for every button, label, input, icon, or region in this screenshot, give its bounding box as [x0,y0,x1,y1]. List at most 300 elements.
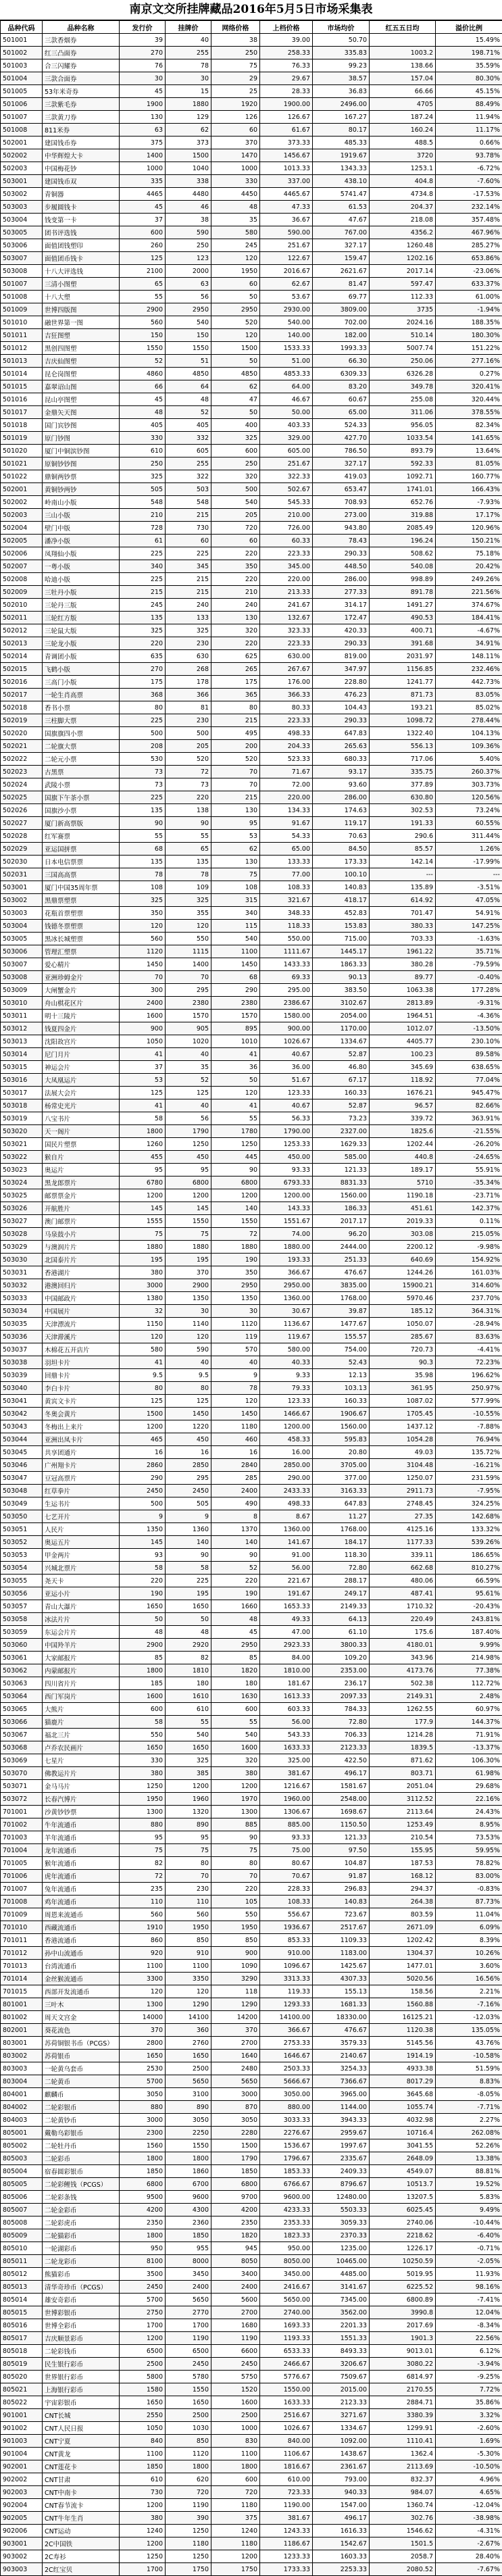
cell-issue-price: 610 [120,2473,166,2486]
cell-market-avg: 2361.67 [313,2460,370,2473]
cell-network-price: 340 [211,907,260,920]
cell-market-avg: 2015.00 [313,2383,370,2396]
table-row [1,393,502,406]
table-row [1,98,502,111]
table-row [1,1536,502,1549]
cell-name: 三山小版 [43,509,120,522]
cell-upper-price: 2950.00 [260,1279,313,1292]
table-row [1,432,502,445]
cell-market-avg: 335.83 [313,47,370,59]
cell-upper-price: 910.00 [260,1947,313,1960]
cell-premium-ratio: 34.91% [436,637,502,650]
cell-code: 503035 [1,1318,43,1331]
table-row [1,1125,502,1138]
table-row [1,1420,502,1433]
cell-listing-price: 1880 [166,98,211,111]
cell-upper-price: 580.00 [260,1343,313,1356]
cell-market-avg: 3562.00 [313,2306,370,2319]
table-row [1,1228,502,1241]
cell-five-day-avg: 2080.52 [370,2563,436,2576]
cell-market-avg: 427.70 [313,432,370,445]
cell-network-price: 50 [211,291,260,303]
cell-listing-price: 120 [166,1985,211,1998]
cell-market-avg: 47.67 [313,214,370,226]
cell-premium-ratio: 11.93% [436,2268,502,2281]
cell-network-price: 36 [211,1061,260,1074]
cell-five-day-avg: 6326.28 [370,368,436,380]
cell-name: 天津滞溪片 [43,1331,120,1343]
cell-upper-price: 323.33 [260,624,313,637]
cell-listing-price: 64 [166,380,211,393]
cell-premium-ratio: 633.37% [436,278,502,291]
cell-issue-price: 9 [120,1510,166,1523]
cell-issue-price: 55 [120,830,166,843]
cell-listing-price: 955 [166,2242,211,2255]
cell-listing-price: 195 [166,1587,211,1600]
cell-network-price: 1370 [211,1523,260,1536]
cell-premium-ratio: 89.58% [436,1048,502,1061]
cell-five-day-avg: 3990.8 [370,2306,436,2319]
table-row [1,355,502,368]
cell-issue-price: 6780 [120,1176,166,1189]
cell-network-price: 320 [211,1754,260,1767]
table-row [1,406,502,419]
cell-premium-ratio: 7.72% [436,2383,502,2396]
table-row [1,2512,502,2525]
table-row [1,1793,502,1806]
cell-premium-ratio: 184.41% [436,612,502,624]
cell-market-avg: 277.33 [313,586,370,599]
cell-five-day-avg: 302.53 [370,804,436,817]
cell-name: 七星片 [43,1754,120,1767]
cell-issue-price: 125 [120,1087,166,1099]
cell-network-price: 90 [211,1831,260,1844]
cell-listing-price: 58 [166,1562,211,1575]
cell-premium-ratio: 133.32% [436,1523,502,1536]
cell-market-avg: 496.17 [313,2512,370,2525]
cell-network-price: 1180 [211,2537,260,2550]
cell-network-price: 1880 [211,1241,260,1254]
cell-issue-price: 5800 [120,2371,166,2383]
cell-upper-price: 46.67 [260,393,313,406]
cell-listing-price: 109 [166,881,211,894]
table-row [1,1626,502,1639]
cell-premium-ratio: 221.56% [436,586,502,599]
cell-code: 502006 [1,547,43,560]
cell-upper-price: 556.67 [260,1908,313,1921]
cell-upper-price: 29.67 [260,72,313,85]
cell-name: 豆冠高票片 [43,1472,120,1485]
cell-issue-price: 125 [120,252,166,265]
cell-issue-price: 37 [120,214,166,226]
cell-upper-price: 2433.33 [260,1485,313,1497]
cell-premium-ratio: 198.71% [436,47,502,59]
cell-market-avg: 10465.00 [313,2255,370,2268]
table-row [1,509,502,522]
cell-code: 805016 [1,2319,43,2332]
cell-upper-price: 80.33 [260,701,313,714]
cell-premium-ratio: -12.04% [436,2499,502,2512]
table-row [1,1690,502,1703]
cell-premium-ratio: -7.93% [436,496,502,509]
table-row [1,714,502,727]
cell-premium-ratio: -9.98% [436,1241,502,1254]
cell-name: 苏荷银币 [43,2050,120,2062]
cell-listing-price: 590 [166,226,211,239]
cell-issue-price: 465 [120,1433,166,1446]
cell-issue-price: 1650 [120,1600,166,1613]
table-row [1,265,502,278]
cell-upper-price: 726.00 [260,522,313,535]
cell-premium-ratio: 120.56% [436,791,502,804]
cell-premium-ratio: 0.11% [436,1215,502,1228]
cell-market-avg: 1547.00 [313,2499,370,2512]
cell-market-avg: 249.17 [313,1587,370,1600]
cell-upper-price: 3033.33 [260,2114,313,2127]
cell-name: 二轮元小票 [43,753,120,766]
cell-five-day-avg: 540.08 [370,560,436,573]
cell-premium-ratio: 2.27% [436,2114,502,2127]
cell-issue-price: 1200 [120,2332,166,2345]
cell-network-price: 4200 [211,2204,260,2216]
table-row [1,380,502,393]
cell-upper-price: 65.00 [260,843,313,856]
cell-premium-ratio: 653.86% [436,252,502,265]
cell-name: 杨常史光片 [43,1099,120,1112]
cell-network-price: 5650 [211,2075,260,2088]
cell-network-price: 1240 [211,2525,260,2537]
cell-network-price: 350 [211,560,260,573]
cell-upper-price: 1613.33 [260,1690,313,1703]
cell-listing-price: 338 [166,175,211,188]
cell-issue-price: 2800 [120,2037,166,2050]
cell-market-avg: 1560.00 [313,1420,370,1433]
cell-market-avg: 1997.67 [313,2139,370,2152]
cell-code: 503052 [1,1536,43,1549]
cell-five-day-avg: 1055.74 [370,2101,436,2114]
cell-upper-price: 603.33 [260,1703,313,1716]
cell-upper-price: 885.00 [260,1818,313,1831]
cell-premium-ratio: 231.59% [436,1472,502,1485]
cell-upper-price: 2276.67 [260,2127,313,2139]
table-row [1,856,502,868]
cell-name: 黑创四图塑 [43,342,120,355]
cell-name: 一轮湖彩币 [43,2242,120,2255]
cell-listing-price: 890 [166,2101,211,2114]
cell-code: 503002 [1,894,43,907]
cell-code: 502031 [1,868,43,881]
cell-five-day-avg: 2218.62 [370,2229,436,2242]
cell-network-price: 830 [211,2435,260,2448]
cell-premium-ratio: 4.96% [436,2473,502,2486]
cell-name: CNT中南卡 [43,2486,120,2499]
cell-listing-price: 730 [166,522,211,535]
cell-upper-price: 69.33 [260,971,313,984]
table-row [1,1652,502,1664]
cell-premium-ratio: 151.22% [436,342,502,355]
cell-name: 宿春圆彩银币 [43,2165,120,2178]
cell-five-day-avg: 891.78 [370,586,436,599]
cell-market-avg: 2017.17 [313,1215,370,1228]
cell-network-price: 2500 [211,2409,260,2422]
cell-market-avg: 383.50 [313,984,370,997]
cell-name: 哈迪小版 [43,573,120,586]
cell-premium-ratio: 73.24% [436,804,502,817]
cell-listing-price: 890 [166,1818,211,1831]
cell-code: 503039 [1,1369,43,1382]
cell-market-avg: 288.17 [313,1575,370,1587]
cell-upper-price: 2923.33 [260,1639,313,1652]
cell-listing-price: 540 [166,316,211,329]
cell-issue-price: 215 [120,586,166,599]
cell-network-price: 600 [211,1703,260,1716]
cell-issue-price: 1600 [120,1010,166,1022]
table-row [1,535,502,547]
cell-five-day-avg: 1214.28 [370,1729,436,1741]
cell-listing-price: 135 [166,856,211,868]
table-row [1,111,502,124]
cell-issue-price: 560 [120,1908,166,1921]
cell-network-price: 600 [211,445,260,457]
cell-upper-price: 1306.67 [260,1806,313,1818]
cell-five-day-avg: 1260.48 [370,239,436,252]
cell-code: 901004 [1,2448,43,2460]
cell-listing-price: 1040 [166,162,211,175]
cell-network-price: 120 [211,252,260,265]
table-row [1,676,502,689]
cell-listing-price: 120 [166,1331,211,1343]
cell-upper-price: 1096.67 [260,1960,313,1973]
cell-market-avg: 1768.00 [313,1292,370,1305]
table-row [1,175,502,188]
cell-five-day-avg: 158.56 [370,1985,436,1998]
cell-network-price: 180 [211,1677,260,1690]
column-header-market-avg: 市场均价 [313,21,370,34]
cell-name: 亚运国拼票 [43,843,120,856]
table-row [1,1818,502,1831]
cell-premium-ratio: 196.62% [436,1369,502,1382]
cell-five-day-avg: 1156.85 [370,663,436,676]
cell-market-avg: 290.33 [313,714,370,727]
cell-issue-price: 210 [120,509,166,522]
cell-upper-price: 51.67 [260,1074,313,1087]
cell-network-price: 140 [211,1202,260,1215]
cell-issue-price: 65 [120,278,166,291]
cell-issue-price: 3300 [120,1973,166,1985]
cell-market-avg: 2496.00 [313,98,370,111]
cell-upper-price: 47.33 [260,201,313,214]
cell-five-day-avg: 701.47 [370,907,436,920]
cell-five-day-avg: 1202.16 [370,252,436,265]
cell-five-day-avg: 90.3 [370,1356,436,1369]
cell-premium-ratio: 55.91% [436,1164,502,1176]
table-row [1,1973,502,1985]
cell-premium-ratio: 363.91% [436,1112,502,1125]
cell-listing-price: 255 [166,457,211,470]
cell-name: 金丝猴流通币 [43,1973,120,1985]
cell-listing-price: 1610 [166,1690,211,1703]
cell-name: 黑龙郎票片 [43,1176,120,1189]
cell-issue-price: 82 [120,1857,166,1870]
cell-issue-price: 1800 [120,2152,166,2165]
cell-upper-price: 1900.00 [260,98,313,111]
cell-network-price: 120 [211,329,260,342]
cell-five-day-avg: 2017.69 [370,2319,436,2332]
cell-listing-price: 4850 [166,368,211,380]
cell-premium-ratio: 243.81% [436,1613,502,1626]
cell-listing-price: 1550 [166,342,211,355]
cell-listing-price: 225 [166,547,211,560]
cell-market-avg: 8493.33 [313,2345,370,2358]
cell-code: 803002 [1,2050,43,2062]
cell-issue-price: 55 [120,291,166,303]
cell-network-price: 1970 [211,1793,260,1806]
cell-issue-price: 6800 [120,2178,166,2191]
cell-premium-ratio: 35.71% [436,945,502,958]
cell-five-day-avg: 1304.37 [370,1947,436,1960]
cell-network-price: 6800 [211,1176,260,1189]
cell-market-avg: 60.67 [313,393,370,406]
cell-five-day-avg: 1110.41 [370,2435,436,2448]
cell-five-day-avg: 311.06 [370,406,436,419]
table-row [1,843,502,856]
cell-listing-price: 30 [166,1305,211,1318]
cell-premium-ratio: 51.59% [436,2062,502,2075]
table-row [1,1960,502,1973]
cell-upper-price: 337.00 [260,175,313,188]
cell-listing-price: 268 [166,663,211,676]
cell-market-avg: 121.33 [313,1164,370,1176]
cell-name: 凤翔仙小版 [43,547,120,560]
cell-five-day-avg: 3645.68 [370,2088,436,2101]
table-row [1,1254,502,1266]
cell-name: 国门宾钞图 [43,419,120,432]
cell-market-avg: 109.20 [313,1652,370,1664]
cell-code: 903003 [1,2563,43,2576]
cell-issue-price: 250 [120,457,166,470]
cell-network-price: 75 [211,59,260,72]
cell-upper-price: 345.00 [260,560,313,573]
cell-code: 503024 [1,1176,43,1189]
cell-name: 长春汽博片 [43,1793,120,1806]
table-row [1,830,502,843]
cell-name: 与澳润片片 [43,1241,120,1254]
cell-issue-price: 500 [120,727,166,740]
cell-upper-price: 853.33 [260,1934,313,1947]
cell-listing-price: 14100 [166,2011,211,2024]
cell-code: 805008 [1,2216,43,2229]
cell-premium-ratio: -4.36% [436,1010,502,1022]
cell-code: 502003 [1,509,43,522]
table-row [1,753,502,766]
cell-network-price: 1570 [211,1010,260,1022]
cell-five-day-avg: 290.6 [370,830,436,843]
cell-code: 503047 [1,1472,43,1485]
cell-upper-price: 228.33 [260,1883,313,1896]
cell-network-price: 1630 [211,1690,260,1703]
cell-name: 佛教运片片 [43,1767,120,1780]
cell-premium-ratio: 161.03% [436,1266,502,1279]
cell-issue-price: 550 [120,1729,166,1741]
cell-premium-ratio: 61.00% [436,291,502,303]
cell-premium-ratio: 43.76% [436,2037,502,2050]
cell-network-price: 3000 [211,2088,260,2101]
cell-market-avg: 7345.00 [313,2294,370,2306]
cell-issue-price: 1650 [120,1741,166,1754]
cell-code: 501021 [1,457,43,470]
cell-code: 503008 [1,971,43,984]
cell-five-day-avg: 3720 [370,149,436,162]
cell-premium-ratio: 85.02% [436,701,502,714]
cell-upper-price: 5776.67 [260,2371,313,2383]
cell-five-day-avg: 1362.4 [370,2448,436,2460]
cell-code: 503007 [1,958,43,971]
cell-network-price: 1010 [211,1035,260,1048]
cell-code: 501011 [1,329,43,342]
cell-issue-price: 548 [120,496,166,509]
cell-upper-price: 4853.33 [260,368,313,380]
table-row [1,958,502,971]
cell-upper-price: 241.67 [260,599,313,612]
cell-code: 503071 [1,1780,43,1793]
cell-upper-price: 381.67 [260,1767,313,1780]
cell-market-avg: 6309.33 [313,368,370,380]
cell-name: 冬奥会黄片 [43,1408,120,1420]
cell-name: 卢乔农民画片 [43,1741,120,1754]
cell-name: 雄安奇彩币 [43,2294,120,2306]
cell-five-day-avg: 1226.17 [370,2242,436,2255]
cell-code: 805020 [1,2371,43,2383]
cell-premium-ratio: 249.26% [436,573,502,586]
cell-premium-ratio: 262.08% [436,2127,502,2139]
cell-network-price: 520 [211,753,260,766]
cell-issue-price: 4465 [120,188,166,201]
cell-listing-price: 360 [166,2024,211,2037]
cell-listing-price: 503 [166,483,211,496]
cell-upper-price: 251.67 [260,239,313,252]
cell-listing-price: 345 [166,560,211,573]
cell-market-avg: 2149.33 [313,1600,370,1613]
cell-upper-price: 221.67 [260,1575,313,1587]
cell-name: 虎年流通币 [43,1870,120,1883]
cell-upper-price: 295.00 [260,984,313,997]
cell-name: 神运会片 [43,1061,120,1074]
cell-issue-price: 1050 [120,2422,166,2435]
cell-name: 尧天卡 [43,1575,120,1587]
cell-code: 503046 [1,1459,43,1472]
cell-network-price: 1450 [211,1408,260,1420]
cell-market-avg: 97.50 [313,1844,370,1857]
cell-code: 503004 [1,214,43,226]
cell-name: 熊猫彩币 [43,2268,120,2281]
table-row [1,2499,502,2512]
table-row [1,560,502,573]
cell-listing-price: 500 [166,727,211,740]
cell-upper-price: 39.00 [260,34,313,47]
cell-upper-price: 4465.67 [260,188,313,201]
cell-market-avg: 715.00 [313,933,370,945]
cell-issue-price: 5700 [120,2075,166,2088]
cell-upper-price: 8050.00 [260,2255,313,2268]
cell-listing-price: 1400 [166,958,211,971]
cell-network-price: 370 [211,2024,260,2037]
cell-five-day-avg: 502.38 [370,1677,436,1690]
cell-premium-ratio: 142.68% [436,1510,502,1523]
cell-network-price: 460 [211,1433,260,1446]
cell-listing-price: 215 [166,509,211,522]
table-row [1,2281,502,2294]
cell-five-day-avg: 6025.45 [370,2204,436,2216]
